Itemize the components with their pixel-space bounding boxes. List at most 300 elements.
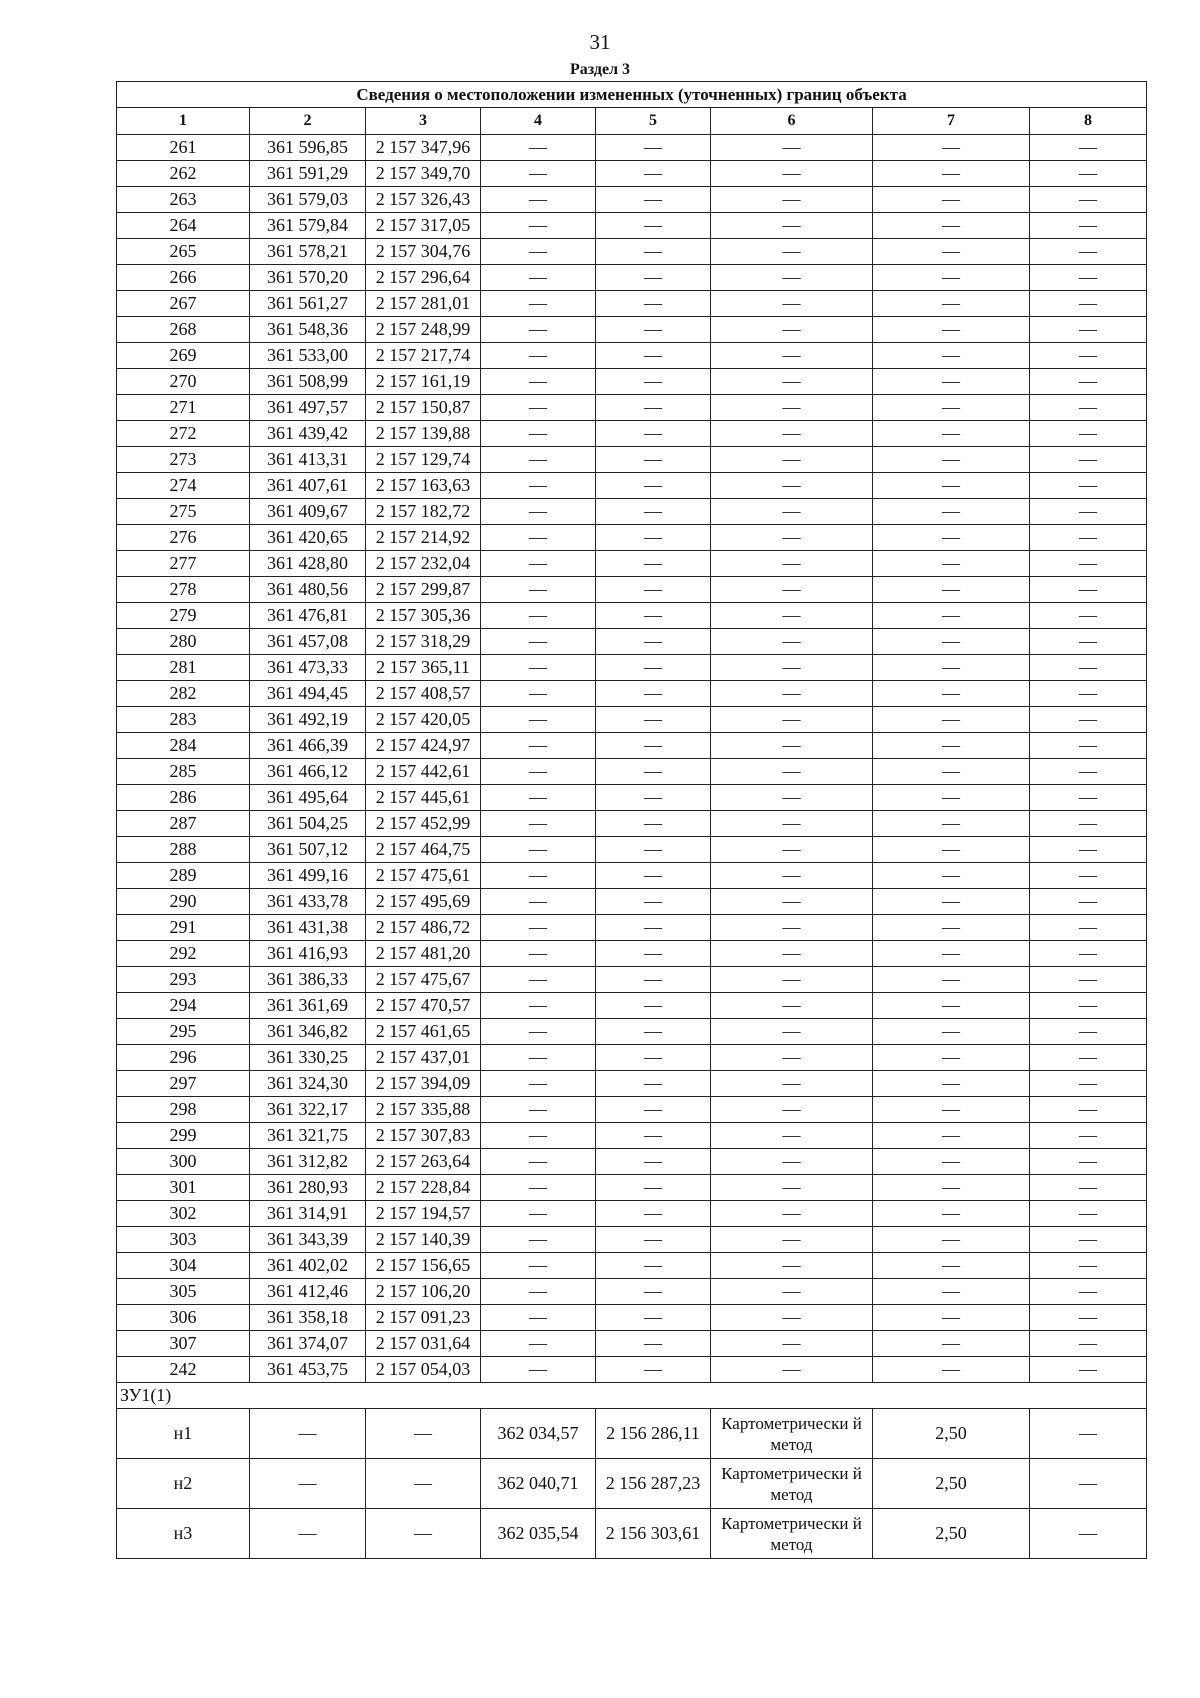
existing-y-cell: 2 157 424,97 [366,733,481,759]
table-row [117,135,1147,161]
existing-y-cell: 2 157 232,04 [366,551,481,577]
empty-dash-cell: — [596,369,711,395]
existing-y-cell: 2 157 464,75 [366,837,481,863]
new-y-cell: 2 156 286,11 [596,1409,711,1459]
empty-dash-cell: — [711,577,873,603]
group-label: ЗУ1(1) [117,1383,1147,1409]
point-number-cell: 283 [117,707,250,733]
empty-dash-cell: — [873,889,1030,915]
empty-dash-cell: — [711,889,873,915]
existing-x-cell: 361 322,17 [250,1097,366,1123]
empty-dash-cell: — [711,291,873,317]
existing-x-cell: 361 330,25 [250,1045,366,1071]
empty-dash-cell: — [873,239,1030,265]
empty-dash-cell: — [596,551,711,577]
empty-dash-cell: — [481,1123,596,1149]
empty-dash-cell: — [711,1097,873,1123]
table-row [117,941,1147,967]
existing-x-cell: 361 314,91 [250,1201,366,1227]
existing-y-cell: 2 157 161,19 [366,369,481,395]
empty-dash-cell: — [711,993,873,1019]
empty-dash-cell: — [481,733,596,759]
table-row [117,395,1147,421]
point-number-cell: 305 [117,1279,250,1305]
point-number-cell: 303 [117,1227,250,1253]
table-row [117,1123,1147,1149]
existing-x-cell: 361 466,12 [250,759,366,785]
accuracy-cell: 2,50 [873,1409,1030,1459]
existing-x-cell: 361 596,85 [250,135,366,161]
empty-dash-cell: — [873,707,1030,733]
empty-dash-cell: — [711,525,873,551]
table-row [117,499,1147,525]
empty-dash-cell: — [711,1305,873,1331]
empty-dash-cell: — [873,577,1030,603]
empty-dash-cell: — [873,681,1030,707]
existing-y-cell: 2 157 307,83 [366,1123,481,1149]
empty-dash-cell: — [481,1097,596,1123]
existing-x-cell: 361 402,02 [250,1253,366,1279]
table-row [117,213,1147,239]
empty-dash-cell: — [711,603,873,629]
existing-x-cell: 361 416,93 [250,941,366,967]
empty-dash-cell: — [596,1019,711,1045]
empty-dash-cell: — [711,447,873,473]
method-cell: Картометрически й метод [711,1459,873,1509]
empty-dash-cell: — [1030,889,1147,915]
table-row [117,1253,1147,1279]
point-number-cell: 272 [117,421,250,447]
existing-x-cell: 361 507,12 [250,837,366,863]
table-row [117,1331,1147,1357]
point-number-cell: н1 [117,1409,250,1459]
existing-x-cell: 361 561,27 [250,291,366,317]
empty-dash-cell: — [1030,1071,1147,1097]
empty-dash-cell: — [1030,863,1147,889]
empty-dash-cell: — [596,1071,711,1097]
section-title: Раздел 3 [569,61,631,78]
empty-dash-cell: — [1030,1123,1147,1149]
table-row [117,993,1147,1019]
point-number-cell: 273 [117,447,250,473]
empty-dash-cell: — [711,1253,873,1279]
empty-dash-cell: — [481,1253,596,1279]
empty-dash-cell: — [481,1305,596,1331]
existing-x-cell: 361 312,82 [250,1149,366,1175]
column-header: 8 [1030,108,1147,135]
accuracy-cell: 2,50 [873,1509,1030,1559]
existing-x-cell: 361 324,30 [250,1071,366,1097]
empty-dash-cell: — [1030,707,1147,733]
empty-dash-cell: — [596,265,711,291]
existing-y-cell: 2 157 481,20 [366,941,481,967]
empty-dash-cell: — [711,1331,873,1357]
empty-dash-cell: — [873,473,1030,499]
existing-x-cell: 361 433,78 [250,889,366,915]
empty-dash-cell: — [873,993,1030,1019]
new-y-cell: 2 156 287,23 [596,1459,711,1509]
empty-dash-cell: — [873,1357,1030,1383]
table-row [117,863,1147,889]
existing-x-cell: 361 494,45 [250,681,366,707]
empty-dash-cell: — [711,135,873,161]
existing-y-cell: 2 157 475,61 [366,863,481,889]
table-row [117,681,1147,707]
empty-dash-cell: — [596,681,711,707]
empty-dash-cell: — [873,629,1030,655]
empty-dash-cell: — [1030,421,1147,447]
existing-x-cell: 361 453,75 [250,1357,366,1383]
empty-dash-cell: — [1030,915,1147,941]
existing-y-cell: 2 157 394,09 [366,1071,481,1097]
empty-dash-cell: — [873,733,1030,759]
empty-dash-cell: — [1030,265,1147,291]
method-cell: Картометрически й метод [711,1409,873,1459]
empty-dash-cell: — [596,863,711,889]
point-number-cell: 286 [117,785,250,811]
existing-y-cell: 2 157 299,87 [366,577,481,603]
empty-dash-cell: — [873,759,1030,785]
empty-dash-cell: — [1030,369,1147,395]
empty-dash-cell: — [481,499,596,525]
empty-dash-cell: — [873,1019,1030,1045]
empty-dash-cell: — [596,889,711,915]
table-row [117,707,1147,733]
empty-dash-cell: — [481,213,596,239]
empty-dash-cell: — [711,473,873,499]
empty-dash-cell: — [1030,343,1147,369]
point-number-cell: 307 [117,1331,250,1357]
empty-dash-cell: — [873,499,1030,525]
empty-dash-cell: — [481,681,596,707]
existing-y-cell: 2 157 248,99 [366,317,481,343]
empty-dash-cell: — [481,629,596,655]
empty-dash-cell: — [481,525,596,551]
empty-dash-cell: — [1030,317,1147,343]
empty-dash-cell: — [1030,1305,1147,1331]
table-row [117,447,1147,473]
group-row [117,1383,1147,1409]
empty-dash-cell: — [711,421,873,447]
existing-y-cell: 2 157 106,20 [366,1279,481,1305]
empty-dash-cell: — [711,187,873,213]
empty-dash-cell: — [1030,1149,1147,1175]
empty-dash-cell: — [711,395,873,421]
existing-x-cell: 361 508,99 [250,369,366,395]
empty-dash-cell: — [596,213,711,239]
empty-dash-cell: — [1030,733,1147,759]
existing-y-cell: 2 157 317,05 [366,213,481,239]
empty-dash-cell: — [1030,1019,1147,1045]
existing-y-cell: 2 157 281,01 [366,291,481,317]
empty-dash-cell: — [873,265,1030,291]
empty-dash-cell: — [596,1149,711,1175]
empty-dash-cell: — [596,187,711,213]
empty-dash-cell: — [873,213,1030,239]
new-x-cell: 362 040,71 [481,1459,596,1509]
empty-dash-cell: — [596,525,711,551]
point-number-cell: 275 [117,499,250,525]
table-row [117,1149,1147,1175]
empty-dash-cell: — [1030,135,1147,161]
column-header: 1 [117,108,250,135]
point-number-cell: 271 [117,395,250,421]
table-row [117,967,1147,993]
existing-y-cell: 2 157 156,65 [366,1253,481,1279]
existing-x-cell: 361 570,20 [250,265,366,291]
column-header-row [117,108,1147,135]
existing-y-cell: 2 157 304,76 [366,239,481,265]
empty-dash-cell: — [481,655,596,681]
accuracy-cell: 2,50 [873,1459,1030,1509]
existing-y-cell: 2 157 461,65 [366,1019,481,1045]
empty-dash-cell: — [711,681,873,707]
empty-dash-cell: — [481,759,596,785]
empty-dash-cell: — [1030,187,1147,213]
empty-dash-cell: — [1030,525,1147,551]
empty-dash-cell: — [481,603,596,629]
empty-dash-cell: — [1030,1201,1147,1227]
empty-dash-cell: — [1030,291,1147,317]
empty-dash-cell: — [873,421,1030,447]
empty-dash-cell: — [481,889,596,915]
table-row [117,1045,1147,1071]
point-number-cell: 277 [117,551,250,577]
column-header: 3 [366,108,481,135]
empty-dash-cell: — [481,265,596,291]
empty-dash-cell: — [596,1279,711,1305]
empty-dash-cell: — [873,317,1030,343]
empty-dash-cell: — [481,239,596,265]
column-header: 6 [711,108,873,135]
point-number-cell: 298 [117,1097,250,1123]
existing-x-cell: 361 321,75 [250,1123,366,1149]
empty-dash-cell: — [711,915,873,941]
point-number-cell: 299 [117,1123,250,1149]
empty-dash-cell: — [1030,681,1147,707]
table-row [117,1409,1147,1459]
empty-dash-cell: — [711,343,873,369]
empty-dash-cell: — [481,707,596,733]
empty-dash-cell: — [596,291,711,317]
empty-dash-cell: — [481,1331,596,1357]
point-number-cell: 291 [117,915,250,941]
existing-x-cell: 361 495,64 [250,785,366,811]
point-number-cell: 301 [117,1175,250,1201]
empty-dash-cell: — [873,603,1030,629]
empty-dash-cell: — [481,317,596,343]
existing-y-cell: 2 157 452,99 [366,811,481,837]
empty-dash-cell: — [481,473,596,499]
empty-dash-cell: — [873,1175,1030,1201]
empty-dash-cell: — [1030,655,1147,681]
existing-x-cell: 361 473,33 [250,655,366,681]
point-number-cell: 280 [117,629,250,655]
existing-y-cell: 2 157 349,70 [366,161,481,187]
existing-y-cell: 2 157 129,74 [366,447,481,473]
empty-dash-cell: — [481,291,596,317]
existing-y-cell: 2 157 495,69 [366,889,481,915]
empty-dash-cell: — [873,1045,1030,1071]
point-number-cell: 268 [117,317,250,343]
empty-dash-cell: — [873,941,1030,967]
table-row [117,1459,1147,1509]
empty-dash-cell: — [711,1227,873,1253]
empty-dash-cell: — [1030,239,1147,265]
empty-dash-cell: — [711,655,873,681]
existing-y-cell: 2 157 347,96 [366,135,481,161]
existing-y-cell: 2 157 486,72 [366,915,481,941]
empty-dash-cell: — [481,941,596,967]
new-x-cell: 362 034,57 [481,1409,596,1459]
point-number-cell: 306 [117,1305,250,1331]
boundary-coordinates-table [116,81,1147,1559]
empty-dash-cell: — [1030,551,1147,577]
existing-x-cell: 361 476,81 [250,603,366,629]
empty-dash-cell: — [711,707,873,733]
existing-x-cell: 361 431,38 [250,915,366,941]
existing-y-cell: 2 157 031,64 [366,1331,481,1357]
empty-dash-cell: — [596,1201,711,1227]
empty-dash-cell: — [873,1253,1030,1279]
point-number-cell: 263 [117,187,250,213]
empty-dash-cell: — [481,915,596,941]
column-header: 5 [596,108,711,135]
empty-dash-cell: — [711,1279,873,1305]
existing-y-cell: 2 157 437,01 [366,1045,481,1071]
empty-dash-cell: — [873,811,1030,837]
table-row [117,525,1147,551]
empty-dash-cell: — [1030,1227,1147,1253]
empty-dash-cell: — [1030,1279,1147,1305]
empty-dash-cell: — [596,707,711,733]
empty-dash-cell: — [1030,759,1147,785]
empty-dash-cell: — [596,473,711,499]
point-number-cell: 290 [117,889,250,915]
existing-y-cell: 2 157 420,05 [366,707,481,733]
table-caption: Сведения о местоположении измененных (уточненных) границ объекта [117,82,1147,108]
existing-y-cell: 2 157 296,64 [366,265,481,291]
existing-y-cell: 2 157 263,64 [366,1149,481,1175]
empty-dash-cell: — [873,525,1030,551]
empty-dash-cell: — [596,239,711,265]
empty-dash-cell: — [596,785,711,811]
empty-dash-cell: — [481,1149,596,1175]
point-number-cell: 274 [117,473,250,499]
empty-dash-cell: — [711,213,873,239]
column-header: 4 [481,108,596,135]
table-row [117,1019,1147,1045]
empty-dash-cell: — [596,1253,711,1279]
empty-dash-cell: — [1030,577,1147,603]
empty-dash-cell: — [596,1097,711,1123]
point-number-cell: 265 [117,239,250,265]
point-number-cell: н3 [117,1509,250,1559]
point-number-cell: 295 [117,1019,250,1045]
empty-dash-cell: — [481,1227,596,1253]
empty-dash-cell: — [711,551,873,577]
empty-dash-cell: — [711,1201,873,1227]
existing-y-cell: 2 157 228,84 [366,1175,481,1201]
point-number-cell: 302 [117,1201,250,1227]
empty-dash-cell: — [481,1279,596,1305]
point-number-cell: 289 [117,863,250,889]
existing-x-cell: 361 361,69 [250,993,366,1019]
empty-dash-cell: — [1030,1175,1147,1201]
empty-dash-cell: — [711,1071,873,1097]
empty-dash-cell: — [596,915,711,941]
point-number-cell: 242 [117,1357,250,1383]
point-number-cell: 293 [117,967,250,993]
empty-dash-cell: — [596,577,711,603]
empty-dash-cell: — [711,1149,873,1175]
existing-x-cell: 361 578,21 [250,239,366,265]
method-cell: Картометрически й метод [711,1509,873,1559]
empty-dash-cell: — [711,967,873,993]
point-number-cell: 304 [117,1253,250,1279]
empty-dash-cell: — [481,187,596,213]
empty-dash-cell: — [481,343,596,369]
empty-dash-cell: — [1030,1253,1147,1279]
empty-dash-cell: — [1030,1459,1147,1509]
empty-dash-cell: — [1030,993,1147,1019]
point-number-cell: 278 [117,577,250,603]
empty-dash-cell: — [596,1175,711,1201]
empty-dash-cell: — [1030,603,1147,629]
table-row [117,473,1147,499]
empty-dash-cell: — [1030,1331,1147,1357]
empty-dash-cell: — [711,1045,873,1071]
point-number-cell: 262 [117,161,250,187]
empty-dash-cell: — [596,941,711,967]
empty-dash-cell: — [873,369,1030,395]
table-row [117,1357,1147,1383]
point-number-cell: 292 [117,941,250,967]
new-y-cell: 2 156 303,61 [596,1509,711,1559]
empty-dash-cell: — [873,1305,1030,1331]
existing-y-cell: 2 157 182,72 [366,499,481,525]
existing-y-cell: 2 157 194,57 [366,1201,481,1227]
empty-dash-cell: — [1030,811,1147,837]
table-row [117,733,1147,759]
existing-y-cell: 2 157 318,29 [366,629,481,655]
empty-dash-cell: — [596,421,711,447]
existing-x-cell: 361 579,03 [250,187,366,213]
existing-x-cell: 361 428,80 [250,551,366,577]
table-row [117,369,1147,395]
empty-dash-cell: — [873,187,1030,213]
table-row [117,889,1147,915]
existing-x-cell: 361 492,19 [250,707,366,733]
empty-dash-cell: — [481,421,596,447]
table-row [117,551,1147,577]
table-row [117,265,1147,291]
empty-dash-cell: — [481,369,596,395]
empty-dash-cell: — [711,239,873,265]
point-number-cell: 281 [117,655,250,681]
empty-dash-cell: — [481,811,596,837]
table-row [117,629,1147,655]
point-number-cell: 288 [117,837,250,863]
empty-dash-cell: — [596,1123,711,1149]
empty-dash-cell: — [250,1409,366,1459]
empty-dash-cell: — [711,265,873,291]
existing-x-cell: 361 533,00 [250,343,366,369]
point-number-cell: 267 [117,291,250,317]
empty-dash-cell: — [711,759,873,785]
existing-y-cell: 2 157 445,61 [366,785,481,811]
table-row [117,1071,1147,1097]
